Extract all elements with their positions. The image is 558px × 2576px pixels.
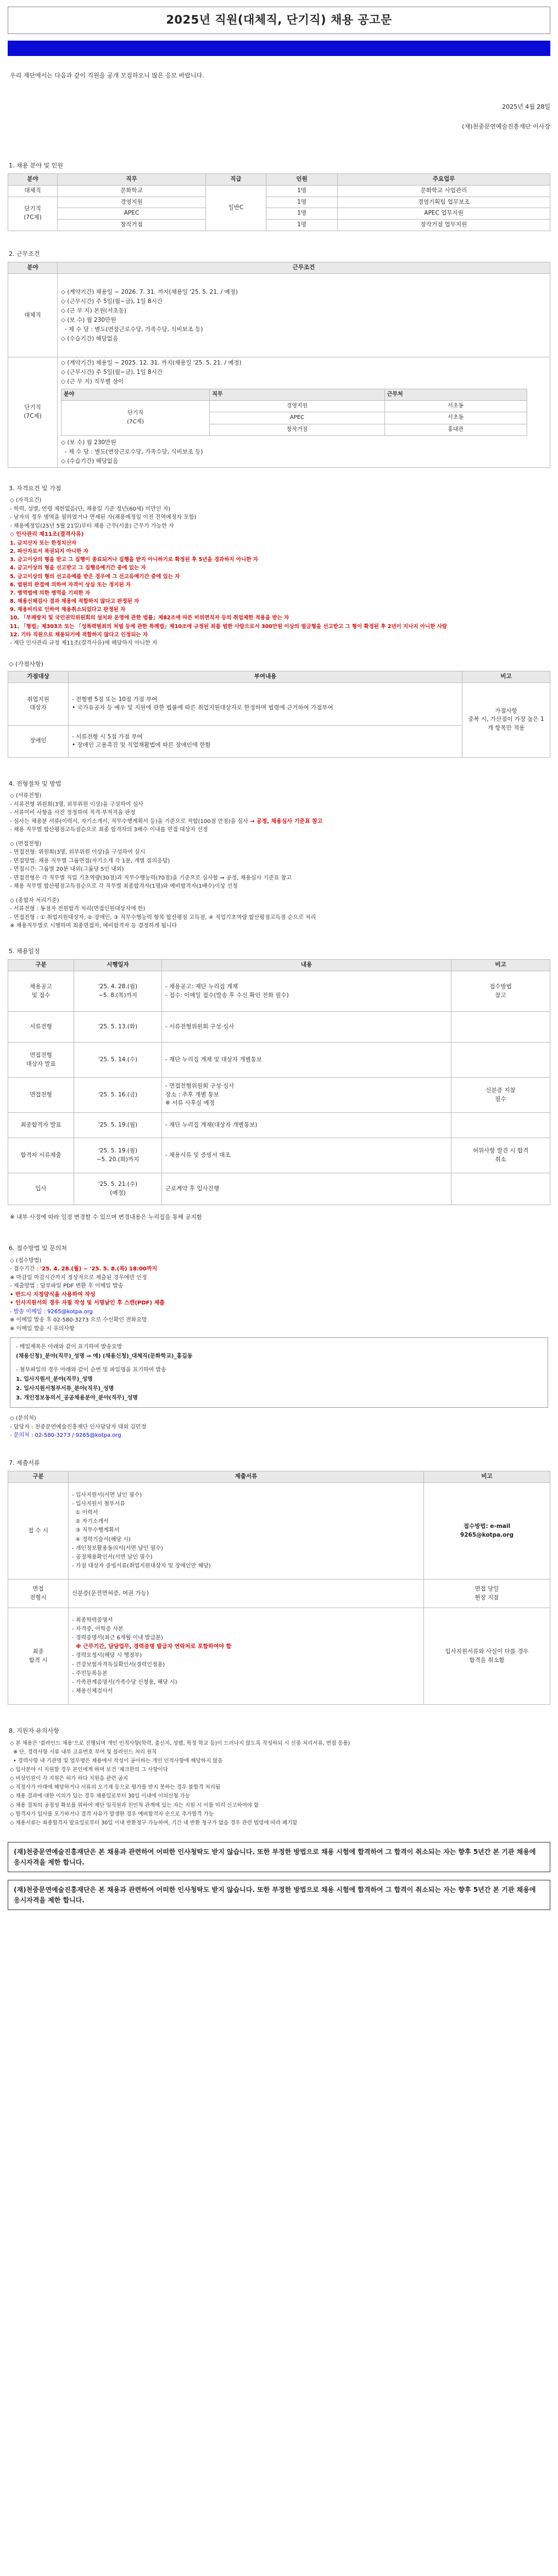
th-grade: 직급 [206, 174, 266, 186]
contact-line[interactable]: - 문의처 : 02-580-3273 / 9265@kotpa.org [10, 1432, 121, 1439]
list-item: ◇ 합격자가 입사를 포기하거나 결격 사유가 발생한 경우 예비합격자 순으로 추가합격 가능 [10, 1811, 214, 1817]
list-item: ※ 이메일 발송 시 유의사항 [10, 1325, 75, 1332]
table-cell: - 전형별 5점 또는 10점 가점 부여 • 국가유공자 등 예우 및 지원에 관한 법률에 따른 취업지원대상자로 한정하며 법령에 근거하여 가점부여 [69, 682, 462, 725]
table-cell: - 재단 누리집 게재 및 대상자 개별통보 [162, 1043, 451, 1078]
list-item: - 입사지원서(서면 날인 필수) [72, 1492, 142, 1498]
table-cell: 허위사항 발견 시 합격 취소 [451, 1138, 550, 1173]
list-item: - 남자의 경우 병역을 필하였거나 면제된 자(채용예정일 이전 전역예정자 포함) [10, 514, 197, 521]
schedule-note: ※ 내부 사정에 따라 일정 변경할 수 있으며 변경내용은 누리집을 통해 공지함 [10, 1214, 202, 1220]
conditions-list [58, 274, 550, 357]
contact-info [10, 1414, 550, 1440]
table-cell [451, 1012, 550, 1043]
list-item: - 가족관계증명서(가족수당 신청용, 해당 시) [72, 1679, 177, 1686]
list-item: (채용신청)_분야(직무)_성명 ⇒ 예) (채용신청)_대체직(문화학교)_홍길동 [16, 1353, 193, 1360]
list-item: ◇ (계약기간) 채용일 ~ 2025. 12. 31. 까지(채용일 '25. 5. 21. / 예정) [61, 360, 242, 366]
list-item: 8. 채용신체검사 결과 채용에 적합하지 않다고 판정된 자 [10, 598, 140, 605]
list-item: 1. 금치산자 또는 한정치산자 [10, 540, 77, 546]
th-remark: 비고 [451, 960, 550, 971]
list-item: - 채용신체검사서 [72, 1688, 113, 1695]
list-item: - 채용 직무별 합산평점고득점순으로 각 직무별 최종합격자(1명)와 예비합격자(1배수)이상 선정 [10, 883, 238, 890]
list-item: ② 자기소개서 [72, 1519, 109, 1525]
list-item: 9. 재용비리로 인하여 채용취소되었다고 판정된 자 [10, 607, 126, 613]
list-item: - 공정채용확인서(서면 날인 필수) [72, 1554, 153, 1561]
application-method [10, 1257, 550, 1334]
table-cell: 1명 [266, 208, 338, 220]
list-item: - 주민등록등본 [72, 1670, 108, 1677]
list-item: - 가점 대상자 증빙서류(취업지원대상자 및 장애인만 해당) [72, 1563, 211, 1570]
list-item: - 제출방법 : 담부파일 PDF 변환 후 이메일 발송 [10, 1283, 124, 1290]
table-cell: 창작거점 업무지원 [338, 220, 550, 231]
list-item: - 면접방법: 채용 직무별 그룹면접(자기소개 각 1분, 개별 질의응답) [10, 858, 170, 864]
th-duty: 직무 [58, 174, 206, 186]
list-item: • 경력사항 내 기관명 및 업무명은 채용에서 작성이 공이하는 개인 인적사항에 해당하지 않음 [10, 1757, 223, 1764]
list-item: - 서류전형 위원회(3명, 외부위원 이상)을 구성하여 심사 [10, 801, 143, 808]
list-item: - 면접전형 : ① 취업지원대상자, ② 장애인, ③ 직무수행능력 항목 합산평점 고득점, ④ 직업기초역량 합산평점고득점 순으로 처리 [10, 914, 316, 921]
documents-list [69, 1608, 424, 1705]
table-cell: 창작거점 [58, 220, 206, 231]
table-cell: '25. 5. 16.(금) [74, 1078, 162, 1113]
table-cell: 경영지원 [210, 401, 384, 412]
table-cell: '25. 5. 13.(화) [74, 1012, 162, 1043]
table-cell: 입사지원서류와 사실이 다를 경우 합격을 취소함 [424, 1608, 550, 1705]
list-item: ◇ 본 채용은 '블라인드 채용'으로 진행되며 개인 인적사항(학력, 출신지, 성별, 특정 학교 등)이 드러나지 않도록 작성하되 시 신중 처리서류, 면접 응용) [10, 1740, 350, 1746]
table-cell: '25. 5. 19.(월) ~5. 20.(화)까지 [74, 1138, 162, 1173]
table-cell: - 재단 누리집 게재(대상자 개별통보) [162, 1113, 451, 1138]
bonus-title: ◇ (가점사항) [9, 660, 44, 668]
list-item: ※ 이메일 발송 후 02-580-3273 으로 수신확인 전화요망 [10, 1317, 147, 1324]
list-item [10, 817, 550, 826]
list-item: 2. 입사지원서첨부서류_분야(직무)_성명 [16, 1386, 114, 1392]
issuer-name: (재)천중문연예술진흥재단 이사장 [462, 123, 550, 130]
list-item: - 담당자 : 천중문연예술진흥재단 인사담당자 대외 김민정 [10, 1424, 147, 1430]
list-item: 2. 파산자로서 복권되지 아니한 자 [10, 548, 88, 555]
table-cell: 경영기획팀 업무보조 [338, 197, 550, 208]
list-item: ◇ 적정사가 아래에 해당하거나 서류의 오기재 등으로 평가를 받지 못하는 경우 불합격 처리됨 [10, 1784, 221, 1791]
list-item: • 반드시 지정양식을 사용하여 작성 [10, 1291, 96, 1298]
table-cell: 장애인 [8, 725, 69, 757]
list-item: ◇ 채용 결과에 대한 이의가 있는 경우 채용일로부터 30일 이내에 이의신청 가능 [10, 1793, 190, 1800]
table-cell: 접 수 시 [8, 1483, 69, 1580]
applicant-notes [10, 1739, 550, 1828]
table-cell: '25. 4. 28.(월) ~5. 8.(목)까지 [74, 971, 162, 1012]
workplace-table [61, 389, 527, 436]
list-item: ◇ (근무시간) 주 5일(월~금), 1일 8시간 [61, 298, 163, 305]
list-item: 3. 개인정보동의서_공공채용분야_분야(직무)_성명 [16, 1395, 138, 1402]
table-cell: '25. 5. 14.(수) [74, 1043, 162, 1078]
email-line[interactable]: - 발송 이메일 : 9265@kotpa.org [10, 1308, 93, 1315]
list-item: ◇ (접수방법) [10, 1257, 42, 1264]
list-item: - 제 수 당 : 별도(연장근로수당, 가족수당, 식비보조 등) [61, 448, 203, 455]
selection-process [10, 792, 550, 931]
section7-title: 7. 제출서류 [9, 1459, 40, 1466]
list-item: - 면접전형은 각 직무별 직업 기초역량(30점)과 직무수행능력(70점)을 기준으로 심사할 ⇒ 공정, 채용심사 기준표 참고 [10, 875, 292, 881]
application-period: '25. 4. 28.(월) ~ '25. 5. 8.(목) 18:00까지 [40, 1266, 158, 1273]
table-cell: 문화학교 [58, 185, 206, 197]
table-cell: - 채용공고: 재단 누리집 게재 - 접수: 이메일 접수(발송 후 수신 확인 전화 필수) [162, 971, 451, 1012]
th-stage: 구분 [8, 960, 74, 971]
table-cell: 단기직 (7C제) [8, 197, 58, 231]
list-item: 10. 「부패방지 및 국민권익위원회의 설치와 운영에 관한 법률」제82조에 따른 비위면직자 등의 취업제한 적용을 받는 자 [10, 615, 289, 621]
list-item: 7. 병역법에 의한 병역을 기피한 자 [10, 590, 91, 596]
list-item: ※ 채용직무별로 시행하며 최종면접자, 예비합격자 등 결정하게 됩니다 [10, 923, 177, 929]
table-cell: 접수방법 참고 [451, 971, 550, 1012]
th-field: 분야 [8, 262, 58, 274]
table-cell: - 채용서류 및 증빙서 대조 [162, 1138, 451, 1173]
table-cell: 1명 [266, 220, 338, 231]
section2-title: 2. 근무조건 [9, 250, 40, 257]
list-item: ※ 근무기간, 담당업무, 경력증명 발급자 연락처로 포함하여야 함 [72, 1644, 232, 1650]
list-item: ◇ (근 무 지) 직무별 상이 [61, 378, 124, 385]
schedule-table [8, 959, 550, 1205]
th-field: 분야 [8, 174, 58, 186]
table-cell: 대체직 [8, 274, 58, 357]
list-item: ※ 마감일 마감시간까지 정상적으로 제출된 경우에만 인정 [10, 1274, 147, 1281]
list-item: ◇ (계약기간) 채용일 ~ 2026. 7. 31. 까지(채용일 '25. 5. 21. / 예정) [61, 288, 238, 295]
table-cell: 신분증 지참 필수 [451, 1078, 550, 1113]
integrity-notice-box: (재)천중문연예술진흥재단은 본 채용과 관련하여 어떠한 인사청탁도 받지 않습니다. 또한 부정한 방법으로 채용 시험에 합격하여 그 합격이 취소되는 자는 향후 5년간 본 기관 채용에 응시자격을 제한 합니다. [8, 1842, 550, 1872]
table-cell: 근로계약 후 입사진행 [162, 1173, 451, 1205]
section5-title: 5. 채용일정 [9, 947, 40, 955]
list-item: ◇ (자격요건) [10, 497, 42, 504]
th-conditions: 근무조건 [58, 262, 550, 274]
table-cell: 경영지원 [58, 197, 206, 208]
th-date: 시행일자 [74, 960, 162, 971]
list-item: - 첨부파일의 경우 아래와 같이 순번 및 파일명을 표기하여 발송 [16, 1367, 166, 1374]
list-item: ④ 경력기술서(해당 시) [72, 1536, 131, 1543]
table-cell: 단기직 (7C제) [8, 357, 58, 468]
th-content: 내용 [162, 960, 451, 971]
notice-date: 2025년 4월 28일 [502, 103, 550, 110]
th-remark: 비고 [424, 1471, 550, 1483]
table-cell: 문화학교 사업관리 [338, 185, 550, 197]
table-cell: 면접 당일 현장 지참 [424, 1580, 550, 1608]
list-item: ◇ (수습기간) 해당없음 [61, 335, 119, 342]
table-cell: '25. 5. 19.(월) [74, 1113, 162, 1138]
period-label: - 접수기간 : [10, 1266, 41, 1273]
table-cell: APEC 업무지원 [338, 208, 550, 220]
list-item: ◇ (근 무 지) 본원(서초동) [61, 307, 126, 314]
documents-list [69, 1483, 424, 1580]
list-item: ◇ 채용 절차의 공정성 확보를 위하여 재단 임직원과 친인척 관계에 있는 자는 지원 시 이를 미리 신고하여야 함 [10, 1802, 259, 1808]
list-item: 3. 금고이상의 형을 받고 그 집행이 종료되거나 집행을 받지 아니하기로 확정된 후 5년을 경과하지 아니한 자 [10, 557, 258, 563]
list-item: - 채용 직무별 합산평점고득점순으로 최종 합격자의 3배수 이내를 면접 대상자 선정 [10, 827, 208, 833]
list-item: ◇ 비상인원이 각 지원은 허가 하다 지원을 관련 공지 [10, 1776, 129, 1782]
section3-title: 3. 자격요건 및 가점 [9, 484, 62, 492]
list-item: ① 이력서 [72, 1510, 98, 1516]
bonus-table [8, 671, 550, 758]
list-item: 6. 법원의 판결에 의하여 자격이 상실 또는 정지된 자 [10, 581, 131, 588]
table-cell: 최종 합격 시 [8, 1608, 69, 1705]
list-item: - 건강보험자격득실확인서(경력인정용) [72, 1661, 165, 1668]
list-item: - 채용예정일(25년 5월 21일)부터 채용 근무(서울) 근무가 가능한 자 [10, 523, 174, 529]
accent-bar [8, 41, 550, 56]
list-item: 5. 금고이상의 형의 선고유예를 받은 경우에 그 선고유예기간 중에 있는 자 [10, 573, 180, 580]
table-cell: 1명 [266, 197, 338, 208]
table-cell: 가점사항 중복 시, 가산점이 가장 높은 1개 항목만 적용 [462, 682, 550, 757]
disqualification-list [10, 539, 550, 639]
list-item: - 자격증, 어학증 사본 [72, 1626, 124, 1632]
table-cell: 취업지원 대상자 [8, 682, 69, 725]
list-item: - 개인정보활용동의서(서면 날인 필수) [72, 1545, 163, 1552]
list-item: - 학력, 성별, 연령 제한없음(단, 채용일 기준 정년(60세) 미만인 자) [10, 506, 171, 512]
list-item: - 경력요청서(해당 시 행정부) [72, 1653, 142, 1659]
table-cell: - 서류전형위원회 구성·심사 [162, 1012, 451, 1043]
list-item: 1. 입사지원서_분야(직무)_성명 [16, 1376, 93, 1383]
section1-title: 1. 채용 분야 및 인원 [9, 161, 63, 169]
positions-table [8, 173, 550, 231]
table-cell [451, 1113, 550, 1138]
table-cell: 입사 [8, 1173, 74, 1205]
list-item-text: - 심사는 채용분 서류(이력서, 자기소개서, 직무수행계획서 등)을 기준으로 적합(100점 만점)을 심사 [10, 818, 248, 825]
list-item: - 최종학력증명서 [72, 1617, 113, 1623]
conditions-table [8, 262, 550, 468]
section4-title: 4. 전형절차 및 방법 [9, 780, 62, 787]
th-duty: 직무 [210, 389, 384, 401]
list-item: ◇ (수습기간) 해당없음 [61, 457, 119, 464]
mail-guide-box [10, 1337, 548, 1408]
table-cell: 일반C [206, 185, 266, 231]
list-item: ◇ 입사분야 시 지원할 경우 본인에게 하며 보건 '체크한의 그 사항이다 [10, 1766, 168, 1773]
intro-text: 우리 재단에서는 다음과 같이 직원을 공개 모집하오니 많은 응모 바랍니다. [10, 72, 204, 79]
list-item: - 제 수 당 : 별도(연장근로수당, 가족수당, 식비보조 등) [61, 326, 203, 333]
th-main-duty: 주요업무 [338, 174, 550, 186]
qualification-list [10, 496, 550, 647]
table-cell: 면접 전형시 [8, 1580, 69, 1608]
list-item: ◇ (근무시간) 주 5일(월~금), 1일 8시간 [61, 369, 163, 376]
list-item: ◇ (문의처) [10, 1415, 36, 1422]
list-item: - 서류전형 : 동점자 전원합격 처리(면접인원대상자에 한) [10, 906, 146, 912]
th-stage: 구분 [8, 1471, 69, 1483]
list-item: • 인사지원서의 경우 자필 작성 및 서명날인 후 스캔(PDF) 제출 [10, 1300, 165, 1307]
list-item: ◇ (종합자 처리기준) [10, 897, 59, 904]
th-content: 부여내용 [69, 671, 462, 683]
th-workplace: 근무처 [384, 389, 527, 401]
table-cell: - 면접전형위원회 구성·심사 장소 : 추후 개별 통보 ※ 서류 사후실 예정 [162, 1078, 451, 1113]
integrity-notice-box: (재)천중문연예술진흥재단은 본 채용과 관련하여 어떠한 인사청탁도 받지 않습니다. 또한 부정한 방법으로 채용 시험에 합격하여 그 합격이 취소되는 자는 향후 5년간 본 기관 채용에 응시자격을 제한 합니다. [8, 1880, 550, 1910]
list-item: ◇ (면접전형) [10, 841, 42, 847]
table-cell: 합격자 서류제출 [8, 1138, 74, 1173]
section6-title: 6. 접수방법 및 문의처 [9, 1245, 67, 1252]
section8-title: 8. 지원자 유의사항 [9, 1727, 59, 1735]
table-cell: 단기직 (7C제) [62, 401, 210, 436]
list-item: 11. 「형법」제303조 또는 「성폭력범죄의 처벌 등에 관한 특례법」제10조에 규정된 죄를 범한 사람으로서 300만원 이상의 벌금형을 선고받고 그 형이 확정된 후 2년이 지나지 아니한 사람 [10, 623, 448, 630]
table-cell: - 서류전형 시 5점 가점 부여 • 장애인 고용촉진 및 직업재활법에 따른 장애인에 한함 [69, 725, 462, 757]
table-cell: 서초동 [384, 412, 527, 424]
table-cell: 서초동 [384, 401, 527, 412]
th-remark: 비고 [462, 671, 550, 683]
table-cell [451, 1173, 550, 1205]
conditions-list [58, 357, 550, 468]
table-cell: 신분증(운전면허증, 여권 가능) [69, 1580, 424, 1608]
table-cell: 면접전형 대상자 발표 [8, 1043, 74, 1078]
list-item [10, 1265, 550, 1274]
list-item: ◇ 채용서류는 최종합격자 발표일로부터 30일 이내 반환청구 가능하며, 기간 내 반환 청구가 없을 경우 관련 법령에 따라 폐기함 [10, 1819, 298, 1826]
list-item: ③ 직무수행계획서 [72, 1527, 120, 1534]
documents-table [8, 1471, 550, 1705]
list-item: - 면접시간: 그룹별 20분 내외(그룹당 5인 내외) [10, 866, 124, 873]
table-cell: APEC [210, 412, 384, 424]
th-field: 분야 [62, 389, 210, 401]
table-cell: 면접전형 [8, 1078, 74, 1113]
page-title: 2025년 직원(대체직, 단기직) 채용 공고문 [8, 7, 550, 34]
table-cell: 대체직 [8, 185, 58, 197]
list-item: ◇ 인사관리 제11조(결격사유) [10, 531, 84, 538]
list-item: - 면접전형: 위원회(3명, 외부위원 이상)을 구성하여 실시 [10, 849, 146, 856]
list-item: - 메일제목은 아래와 같이 표기하여 발송요망 [16, 1344, 122, 1351]
table-cell: 1명 [266, 185, 338, 197]
list-item-ref: → 공정, 채용심사 기준표 참고 [250, 818, 323, 825]
table-cell [451, 1043, 550, 1078]
table-cell: 홍대관 [384, 424, 527, 435]
table-cell: 채용공고 및 접수 [8, 971, 74, 1012]
list-item: ◇ (보 수) 월 230만원 [61, 439, 116, 446]
list-item: 12. 기타 직원으로 채용되기에 적합하지 않다고 인정되는 자 [10, 631, 148, 638]
table-cell: 서류전형 [8, 1012, 74, 1043]
list-item: ※ 단, 경력사항 서류 내부 고유번호 부여 및 블라인드 처리 원칙 [10, 1749, 157, 1755]
list-item: ◇ (보 수) 월 230만원 [61, 316, 116, 323]
list-item: - 서류미비 사항을 사전 정정하여 적격·부적격을 판정 [10, 810, 136, 816]
list-item: ◇ (서류전형) [10, 793, 42, 799]
th-count: 인원 [266, 174, 338, 186]
th-target: 가점대상 [8, 671, 69, 683]
list-item: - 경력증명서(최근 6개월 이내 발급분) [72, 1635, 163, 1642]
table-cell: '25. 5. 21.(수) (예정) [74, 1173, 162, 1205]
th-documents: 제출서류 [69, 1471, 424, 1483]
list-item: - 재단 인사관리 규정 제11조(결격사유)에 해당하지 아니한 자 [10, 640, 158, 646]
table-cell: 최종합격자 발표 [8, 1113, 74, 1138]
table-cell: 접수방법: e-mail 9265@kotpa.org [424, 1483, 550, 1580]
list-item: - 입사지원서 첨부서류 [72, 1500, 125, 1507]
table-cell: 창작거점 [210, 424, 384, 435]
list-item: 4. 금고이상의 형을 선고받고 그 집행유예기간 중에 있는 자 [10, 565, 146, 572]
table-cell: APEC [58, 208, 206, 220]
